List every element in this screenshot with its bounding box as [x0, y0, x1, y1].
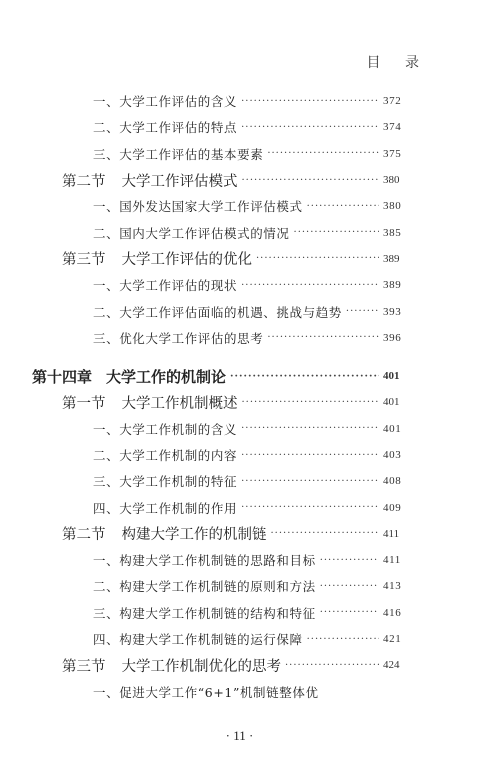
toc-entry-text: 二、大学工作评估的特点 — [93, 120, 238, 136]
toc-entry-text: 二、国内大学工作评估模式的情况 — [93, 225, 290, 241]
toc-page-number: 413 — [383, 580, 402, 593]
toc-section-entry[interactable] — [0, 167, 479, 193]
toc-entry-title — [93, 577, 316, 595]
toc-item-entry[interactable] — [0, 272, 479, 298]
toc-item-entry[interactable] — [0, 468, 479, 494]
toc-section-entry[interactable] — [0, 246, 479, 272]
dot-leader — [307, 634, 379, 645]
toc-page-number: 401 — [383, 422, 402, 435]
toc-item-entry[interactable] — [0, 573, 479, 599]
toc-item-entry[interactable] — [0, 494, 479, 520]
toc-entry-title — [93, 446, 237, 464]
toc-entry-title — [93, 118, 237, 136]
toc-entry-text: 三、构建大学工作机制链的结构和特征 — [93, 605, 316, 621]
toc-entry-text: 三、大学工作评估的基本要素 — [93, 146, 264, 162]
toc-entry-text: 大学工作机制优化的思考 — [121, 658, 281, 675]
toc-page-number: 403 — [383, 449, 402, 461]
toc-item-entry[interactable] — [0, 298, 479, 324]
toc-item-entry[interactable] — [0, 219, 479, 245]
toc-entry-text: 二、大学工作评估面临的机遇、挑战与趋势 — [93, 304, 342, 320]
toc-entry-text: 三、优化大学工作评估的思考 — [93, 330, 264, 346]
toc-page-number: 424 — [383, 659, 400, 672]
dot-leader — [241, 96, 379, 107]
toc-page-number: 401 — [383, 396, 400, 409]
toc-entry-text: 一、国外发达国家大学工作评估模式 — [93, 199, 303, 215]
toc-entry-number: 第一节 — [62, 395, 106, 412]
toc-item-entry[interactable] — [0, 114, 479, 140]
toc-item-entry[interactable] — [0, 193, 479, 219]
dot-leader — [230, 371, 379, 382]
chapter-gap — [0, 351, 479, 363]
toc-entry-title — [32, 366, 226, 387]
toc-entry-text: 一、大学工作评估的含义 — [93, 94, 238, 110]
toc-page-number: 380 — [383, 174, 400, 187]
dot-leader — [320, 555, 379, 566]
toc-entry-text: 大学工作评估模式 — [121, 173, 238, 190]
page-number: · 11 · — [225, 728, 254, 743]
dot-leader — [320, 581, 379, 592]
dot-leader — [267, 332, 379, 343]
toc-page-number: 380 — [383, 200, 402, 213]
dot-leader — [271, 528, 380, 539]
toc-item-entry[interactable] — [0, 626, 479, 652]
toc-entry-text: 一、构建大学工作机制链的思路和目标 — [93, 553, 316, 569]
toc-page-number: 411 — [383, 554, 401, 567]
toc-page-number: 389 — [383, 252, 400, 265]
toc-page-number: 421 — [383, 633, 402, 646]
toc-entry-title — [62, 248, 252, 269]
dot-leader — [241, 502, 379, 513]
toc-entry-text: 一、大学工作评估的现状 — [93, 278, 238, 294]
toc-item-entry[interactable] — [0, 416, 479, 442]
toc-entry-title — [93, 224, 290, 242]
toc-entry-text: 大学工作的机制论 — [106, 367, 227, 386]
toc-entry-number: 第十四章 — [32, 367, 93, 386]
toc-entry-title — [93, 276, 237, 294]
toc-page-number: 389 — [383, 279, 402, 292]
running-header: 目 录 — [366, 55, 429, 71]
toc-entry-text: 二、大学工作机制的内容 — [93, 448, 238, 463]
toc-page-number: 375 — [383, 147, 402, 160]
toc-section-entry[interactable] — [0, 652, 479, 678]
toc-item-entry[interactable] — [0, 141, 479, 167]
toc-entry-title — [93, 329, 263, 347]
toc-item-entry[interactable] — [0, 600, 479, 626]
toc-entry-title — [62, 523, 267, 544]
toc-entry-text: 四、构建大学工作机制链的运行保障 — [93, 632, 303, 648]
dot-leader — [242, 175, 380, 186]
dot-leader — [241, 280, 379, 291]
toc-item-entry[interactable] — [0, 88, 479, 114]
toc-section-entry[interactable] — [0, 521, 479, 547]
toc-page-number: 385 — [383, 226, 402, 239]
toc-entry-title — [93, 551, 316, 569]
toc-entry-title — [93, 197, 303, 215]
dot-leader — [241, 476, 379, 487]
toc-entry-title — [62, 392, 238, 413]
toc-entry-number: 第三节 — [62, 252, 106, 269]
toc-entry-title — [93, 472, 237, 490]
toc-entry-number: 第二节 — [62, 527, 106, 544]
toc-entry-title — [93, 630, 303, 648]
dot-leader — [242, 397, 380, 408]
dot-leader — [307, 201, 379, 212]
toc-item-entry[interactable] — [0, 679, 479, 705]
toc-entry-text: 一、大学工作机制的含义 — [93, 421, 238, 437]
toc-entry-text: 二、构建大学工作机制链的原则和方法 — [93, 579, 316, 595]
toc-chapter-entry[interactable] — [0, 363, 479, 389]
toc-item-entry[interactable] — [0, 325, 479, 351]
toc-entry-title — [93, 303, 342, 321]
table-of-contents — [0, 88, 479, 705]
toc-entry-text: 四、大学工作机制的作用 — [93, 500, 238, 516]
toc-page-number: 401 — [383, 370, 400, 383]
dot-leader — [285, 660, 379, 671]
toc-entry-text: 大学工作评估的优化 — [121, 252, 252, 269]
toc-entry-text: 三、大学工作机制的特征 — [93, 474, 238, 490]
dot-leader — [320, 607, 379, 618]
toc-section-entry[interactable] — [0, 389, 479, 415]
dot-leader — [346, 306, 379, 317]
toc-entry-number: 第三节 — [62, 658, 106, 675]
toc-entry-title — [62, 655, 281, 676]
toc-entry-text: 一、促进大学工作“6+1”机制链整体优 — [93, 684, 319, 700]
toc-page-number: 408 — [383, 475, 402, 488]
dot-leader — [241, 450, 379, 461]
toc-entry-title — [93, 499, 237, 517]
toc-page-number: 411 — [383, 527, 400, 540]
toc-page-number: 416 — [383, 606, 402, 619]
dot-leader — [256, 253, 379, 264]
toc-entry-title — [93, 92, 237, 110]
toc-page-number: 374 — [383, 121, 402, 134]
dot-leader — [241, 122, 379, 133]
dot-leader — [267, 148, 379, 159]
toc-entry-text: 大学工作机制概述 — [121, 395, 238, 412]
toc-page-number: 393 — [383, 305, 402, 318]
toc-page-number: 396 — [383, 331, 402, 344]
toc-entry-title — [93, 683, 319, 701]
toc-page-number: 372 — [383, 95, 402, 108]
toc-entry-title — [93, 145, 263, 163]
toc-entry-title — [93, 420, 237, 438]
dot-leader — [294, 227, 379, 238]
toc-entry-text: 构建大学工作的机制链 — [121, 527, 267, 544]
toc-item-entry[interactable] — [0, 547, 479, 573]
toc-page-number: 409 — [383, 501, 402, 514]
dot-leader — [241, 423, 379, 434]
toc-entry-title — [62, 170, 238, 191]
toc-entry-number: 第二节 — [62, 173, 106, 190]
toc-item-entry[interactable] — [0, 442, 479, 468]
toc-entry-title — [93, 604, 316, 622]
